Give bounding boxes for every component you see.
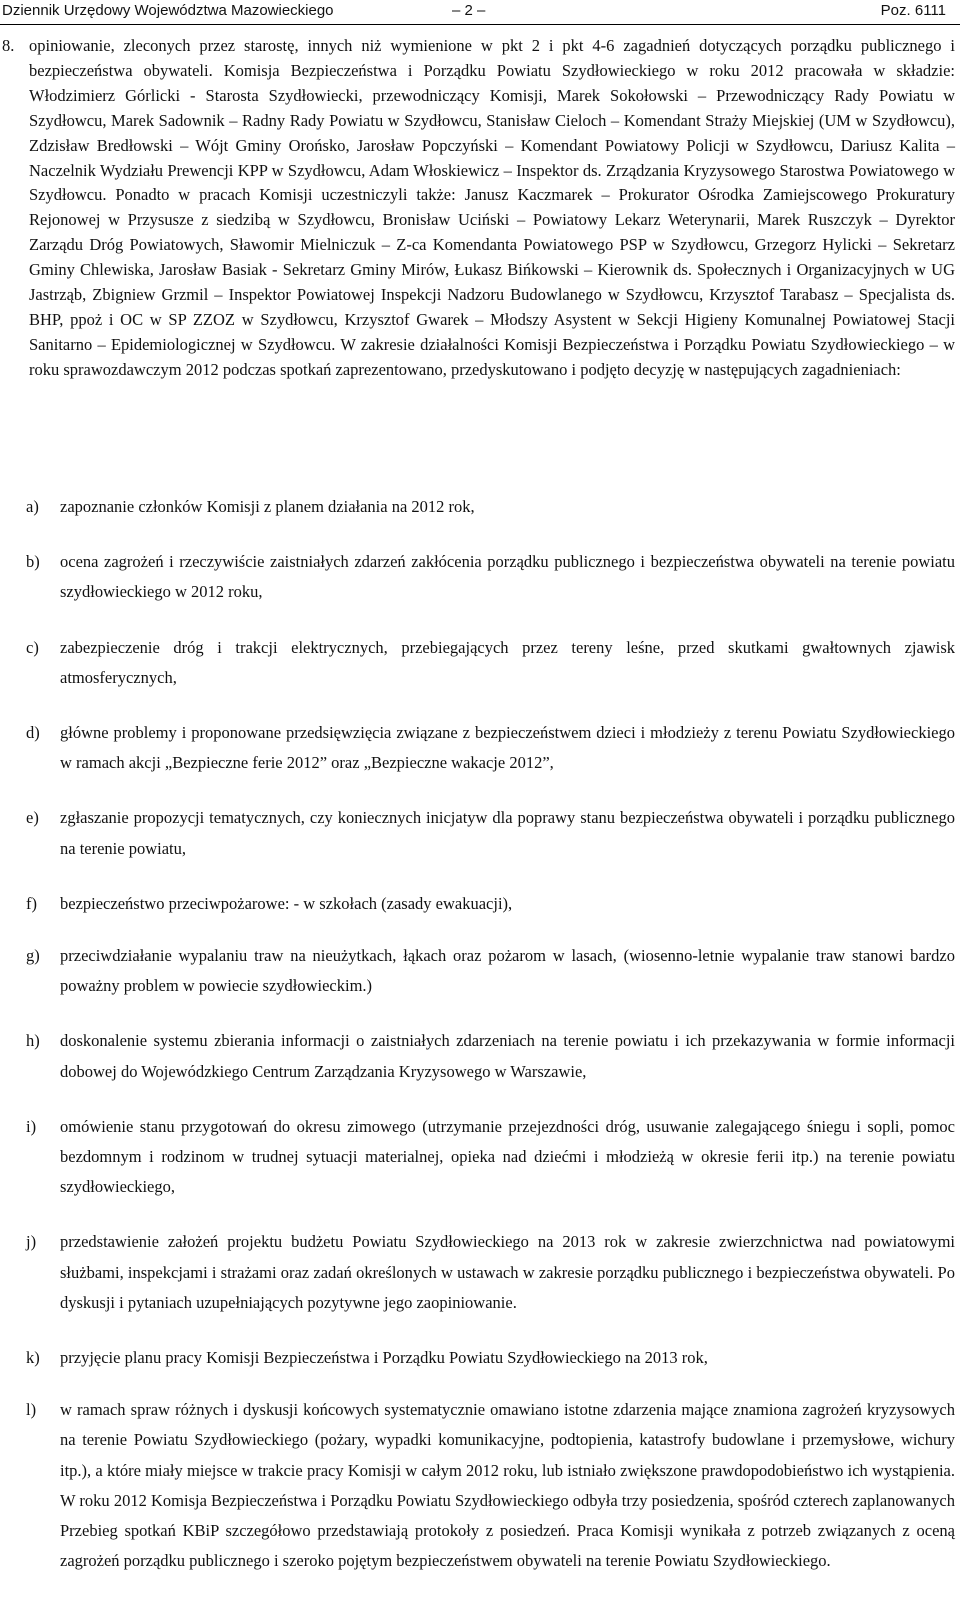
list-item (2, 1343, 955, 1373)
list-item (2, 803, 955, 863)
list-item-letter: g) (26, 946, 40, 966)
list-item (2, 941, 955, 1001)
list-item-letter: j) (26, 1232, 37, 1252)
list-item-letter: l) (26, 1400, 37, 1420)
section-text: opiniowanie, zleconych przez starostę, innych niż wymienione w pkt 2 i pkt 4-6 zagadnień dotyczących porządku publicznego i bezpieczeństwa obywateli. Komisja Bezpieczeństwa i Porządku Powiatu Szydłowieckiego w roku 2012 pracowała w składzie: Włodzimierz Górlicki - Starosta Szydłowiecki, przewodniczący Komisji, Marek Sokołowski – Przewodniczący Rady Powiatu w Szydłowcu, Marek Sadownik – Radny Rady Powiatu w Szydłowcu, Stanisław Cieloch – Komendant Straży Miejskiej (UM w Szydłowcu), Zdzisław Bredłowski – Wójt Gminy Orońsko, Jarosław Popczyński – Komendant Powiatowy Policji w Szydłowcu, Dariusz Kalita – Naczelnik Wydziału Prewencji KPP w Szydłowcu, Adam Włoskiewicz – Inspektor ds. Zrządzania Kryzysowego Starostwa Powiatowego w Szydłowcu. Ponadto w pracach Komisji uczestniczyli także: Janusz Kaczmarek – Prokurator Ośrodka Zamiejscowego Prokuratury Rejonowej w Przysusze z siedzibą w Szydłowcu, Bronisław Uciński – Powiatowy Lekarz Weterynarii, Marek Ruszczyk – Dyrektor Zarządu Dróg Powiatowych, Sławomir Mielniczuk – Z-ca Komendanta Powiatowego PSP w Szydłowcu, Grzegorz Hylicki – Sekretarz Gminy Chlewiska, Jarosław Basiak - Sekretarz Gminy Mirów, Łukasz Bińkowski – Kierownik ds. Społecznych i Organizacyjnych w UG Jastrząb, Zbigniew Grzmil – Inspektor Powiatowej Inspekcji Nadzoru Budowlanego w Szydłowcu, Krzysztof Tarabasz – Specjalista ds. BHP, ppoż i OC w SP ZZOZ w Szydłowcu, Krzysztof Gwarek – Młodszy Asystent w Sekcji Higieny Komunalnej Powiatowej Stacji Sanitarno – Epidemiologicznej w Szydłowcu. W zakresie działalności Komisji Bezpieczeństwa i Porządku Powiatu Szydłowieckiego – w roku sprawozdawczym 2012 podczas spotkań zaprezentowano, przedyskutowano i podjęto decyzję w następujących zagadnieniach: (29, 36, 955, 379)
publication-title: Dziennik Urzędowy Województwa Mazowieckiego (2, 2, 334, 19)
page-header (0, 0, 960, 25)
list-item-text: zgłaszanie propozycji tematycznych, czy koniecznych inicjatyw dla poprawy stanu bezpieczeństwa obywateli i porządku publicznego na terenie powiatu, (60, 808, 955, 858)
list-item-text: w ramach spraw różnych i dyskusji końcowych systematycznie omawiano istotne zdarzenia mające znamiona zagrożeń kryzysowych na terenie Powiatu Szydłowieckiego (pożary, wypadki komunikacyjne, podtopienia, katastrofy budowlane i przemysłowe, wichury itp.), a które miały miejsce w trakcie pracy Komisji w całym 2012 roku, lub istniało zwiększone prawdopodobieństwo ich wystąpienia. W roku 2012 Komisja Bezpieczeństwa i Porządku Powiatu Szydłowieckiego odbyła trzy posiedzenia, spośród czterech zaplanowanych Przebieg spotkań KBiP szczegółowo przedstawiają protokoły z posiedzeń. Praca Komisji wynikała z potrzeb związanych z oceną zagrożeń porządku publicznego i szeroko pojętym bezpieczeństwem obywateli na terenie Powiatu Szydłowieckiego. (60, 1400, 955, 1571)
list-item-text: bezpieczeństwo przeciwpożarowe: - w szkołach (zasady ewakuacji), (60, 893, 513, 913)
list-item (2, 1395, 955, 1576)
list-item-letter: a) (26, 497, 39, 516)
section-8 (2, 34, 955, 383)
topic-list (2, 492, 955, 1601)
list-item-letter: b) (26, 552, 40, 572)
list-item-letter: f) (26, 893, 37, 913)
list-item-text: ocena zagrożeń i rzeczywiście zaistniałych zdarzeń zakłócenia porządku publicznego i bezpieczeństwa obywateli na terenie powiatu szydłowieckiego w 2012 roku, (60, 552, 955, 602)
list-item-text: doskonalenie systemu zbierania informacji o zaistniałych zdarzeniach na terenie powiatu i ich przekazywania w formie informacji dobowej do Wojewódzkiego Centrum Zarządzania Kryzysowego w Warszawie, (60, 1031, 955, 1081)
list-item-letter: h) (26, 1031, 40, 1051)
list-item (2, 1112, 955, 1203)
list-item-text: przedstawienie założeń projektu budżetu Powiatu Szydłowieckiego na 2013 rok w zakresie zwierzchnictwa nad powiatowymi służbami, inspekcjami i strażami oraz zadań określonych w ustawach w zakresie porządku publicznego i bezpieczeństwa obywateli. Po dyskusji i pytaniach uzupełniających pozytywne jego zaopiniowanie. (60, 1232, 955, 1312)
position-number: Poz. 6111 (880, 2, 946, 19)
list-item-letter: k) (26, 1348, 40, 1368)
list-item-letter: c) (26, 637, 39, 657)
list-item-text: przeciwdziałanie wypalaniu traw na nieużytkach, łąkach oraz pożarom w lasach, (wiosenno-letnie wypalanie traw stanowi bardzo poważny problem w powiecie szydłowieckim.) (60, 946, 955, 996)
list-item (2, 1227, 955, 1318)
list-item (2, 492, 955, 522)
list-item (2, 889, 955, 919)
list-item-text: zabezpieczenie dróg i trakcji elektrycznych, przebiegających przez tereny leśne, przed skutkami gwałtownych zjawisk atmosferycznych, (60, 637, 955, 687)
list-item-text: zapoznanie członków Komisji z planem działania na 2012 rok, (60, 497, 475, 516)
page-number: – 2 – (452, 2, 486, 19)
list-item-text: przyjęcie planu pracy Komisji Bezpieczeństwa i Porządku Powiatu Szydłowieckiego na 2013 rok, (60, 1348, 708, 1368)
list-item-letter: i) (26, 1116, 37, 1136)
list-item-letter: e) (26, 808, 39, 828)
list-item-text: główne problemy i proponowane przedsięwzięcia związane z bezpieczeństwem dzieci i młodzieży z terenu Powiatu Szydłowieckiego w ramach akcji „Bezpieczne ferie 2012” oraz „Bezpieczne wakacje 2012”, (60, 723, 955, 773)
section-number: 8. (2, 36, 15, 55)
list-item (2, 633, 955, 693)
list-item (2, 1026, 955, 1086)
list-item (2, 547, 955, 607)
list-item-letter: d) (26, 723, 40, 743)
list-item (2, 718, 955, 778)
list-item-text: omówienie stanu przygotowań do okresu zimowego (utrzymanie przejezdności dróg, usuwanie zalegającego śniegu i sopli, pomoc bezdomnym i rodzinom w trudnej sytuacji materialnej, opieka nad dziećmi i młodzieżą w okresie ferii itp.) na terenie powiatu szydłowieckiego, (60, 1116, 955, 1197)
